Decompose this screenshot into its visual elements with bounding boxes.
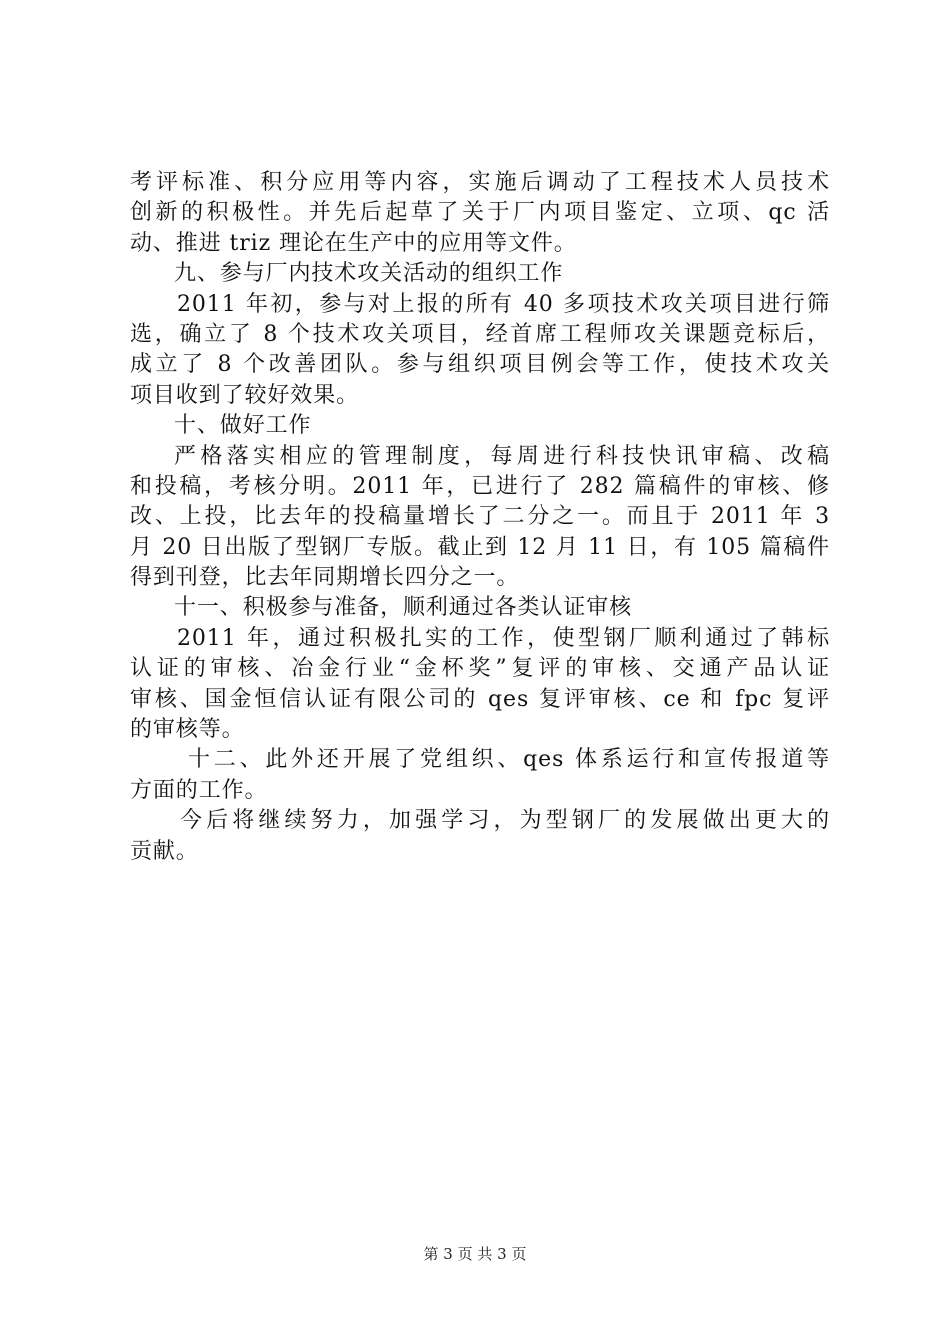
text-line: 贡献。 [130,838,199,864]
section-heading-12: 十二、此外还开展了党组织、qes 体系运行和宣传报道等 [188,747,830,773]
text-line: 改、上投，比去年的投稿量增长了二分之一。而且于 2011 年 3 [130,504,830,530]
section-heading-9: 九、参与厂内技术攻关活动的组织工作 [174,261,564,287]
text-line: 2011 年，通过积极扎实的工作，使型钢厂顺利通过了韩标 [177,625,830,651]
text-line: 考评标准、积分应用等内容，实施后调动了工程技术人员技术 [130,170,830,195]
text-line: 严格落实相应的管理制度，每周进行科技快讯审稿、改稿 [174,443,830,469]
section-heading-10: 十、做好工作 [174,413,312,439]
text-line: 方面的工作。 [130,777,268,803]
body-text [130,168,830,867]
section-heading-11: 十一、积极参与准备，顺利通过各类认证审核 [174,595,633,621]
text-line: 认证的审核、冶金行业“金杯奖”复评的审核、交通产品认证 [130,656,830,682]
text-line: 动、推进 triz 理论在生产中的应用等文件。 [130,230,577,256]
text-line: 得到刊登，比去年同期增长四分之一。 [130,565,520,591]
text-line: 项目收到了较好效果。 [130,382,360,408]
text-line: 月 20 日出版了型钢厂专版。截止到 12 月 11 日，有 105 篇稿件 [130,534,830,560]
page-footer: 第 3 页 共 3 页 [423,1245,527,1263]
text-line: 今后将继续努力，加强学习，为型钢厂的发展做出更大的 [180,808,830,834]
text-line: 创新的积极性。并先后起草了关于厂内项目鉴定、立项、qc 活 [130,200,830,226]
text-line: 的审核等。 [130,717,245,743]
text-line: 和投稿，考核分明。2011 年，已进行了 282 篇稿件的审核、修 [130,473,830,499]
text-line: 选，确立了 8 个技术攻关项目，经首席工程师攻关课题竞标后， [130,321,830,347]
text-line: 成立了 8 个改善团队。参与组织项目例会等工作，使技术攻关 [130,352,830,378]
text-line: 审核、国金恒信认证有限公司的 qes 复评审核、ce 和 fpc 复评 [130,686,830,712]
text-line: 2011 年初，参与对上报的所有 40 多项技术攻关项目进行筛 [177,291,830,317]
